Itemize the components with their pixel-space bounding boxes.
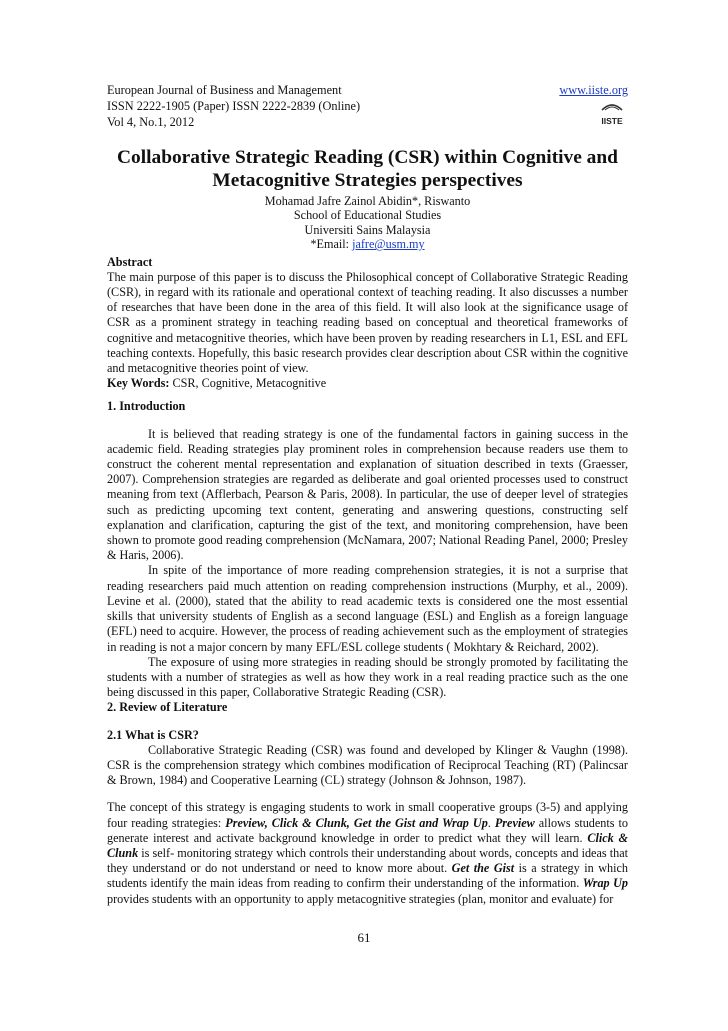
keywords-line [107, 376, 628, 391]
abstract-text: The main purpose of this paper is to discuss the Philosophical concept of Collaborative Strategic Reading (CSR), in regard with its rationale and operational context of teaching reading. It also discusses a number of researches that have been done in the area of this field. It will also look at the significance usage of CSR as a prominent strategy in teaching reading based on conceptual and theoretical frameworks of cognitive and metacognitive theories, which have been proven by reading researchers in L1, ESL and EFL teaching contexts. Hopefully, this basic research provides clear description about CSR within the cognitive and metacognitive theories point of view. [107, 269, 628, 376]
logo-text: IISTE [601, 116, 623, 126]
preview-term: Preview [494, 815, 535, 830]
email-link[interactable]: jafre@usm.my [352, 237, 425, 252]
journal-issn: ISSN 2222-1905 (Paper) ISSN 2222-2839 (Online) [107, 99, 361, 113]
strategy-list-emphasis: Preview, Click & Clunk, Get the Gist and Wrap Up [225, 815, 488, 830]
keywords-value: CSR, Cognitive, Metacognitive [169, 376, 327, 391]
iiste-logo-icon [598, 98, 626, 128]
paper-page [107, 82, 628, 907]
intro-paragraph-3: The exposure of using more strategies in reading should be strongly promoted by facilitating the students with a number of strategies as well as how they work in a real reading practice such as the one being discussed in this paper, Collaborative Strategic Reading (CSR). [107, 654, 628, 700]
title-line-1: Collaborative Strategic Reading (CSR) within Cognitive and [117, 147, 618, 168]
csr-paragraph-1: Collaborative Strategic Reading (CSR) was found and developed by Klinger & Vaughn (1998). CSR is the comprehension strategy which combines modification of Reciprocal Teaching (RT) (Palincsar & Brown, 1984) and Cooperative Learning (CL) strategy (Johnson & Johnson, 1987). [107, 742, 628, 788]
abstract-heading: Abstract [107, 254, 153, 269]
email-label: *Email: [310, 237, 353, 252]
section-review-heading: 2. Review of Literature [107, 700, 228, 715]
author-block [107, 194, 628, 252]
journal-volume: Vol 4, No.1, 2012 [107, 115, 195, 129]
get-the-gist-term: Get the Gist [451, 861, 515, 876]
intro-paragraph-2: In spite of the importance of more reading comprehension strategies, it is not a surprise that reading researchers paid much attention on reading comprehension instructions (Murphy, et al., 2009). Levine et al. (2000), stated that the ability to read academic texts is considered one the most essential skills that university students of English as a second language (ESL) and English as a foreign language (EFL) need to acquire. However, the process of reading achievement such as the employment of strategies in reading is not a major concern by many EFL/ESL college students ( Mokhtary & Reichard, 2002). [107, 563, 628, 654]
author-names: Mohamad Jafre Zainol Abidin*, Riswanto [264, 194, 471, 208]
intro-paragraph-1: It is believed that reading strategy is one of the fundamental factors in gaining success in the academic field. Reading strategies play prominent roles in comprehension because readers use them to construct the coherent mental representation and explanation of situation described in texts (Graesser, 2007). Comprehension strategies are regarded as deliberate and goal oriented processes used to construct meaning from text (Afflerbach, Pearson & Paris, 2008). In particular, the use of deeper level of strategies such as predicting upcoming text content, generating and answering questions, constructing self explanation and clarification, capturing the gist of the text, and monitoring comprehension, have been shown to promote good reading comprehension (McNamara, 2007; National Reading Panel, 2000; Presley & Haris, 2006). [107, 426, 628, 563]
author-email [107, 237, 628, 251]
wrap-up-term: Wrap Up [582, 876, 628, 891]
title-line-2: Metacognitive Strategies perspectives [212, 170, 523, 191]
section-introduction-heading: 1. Introduction [107, 399, 186, 414]
paper-title [107, 146, 628, 192]
subsection-what-is-csr-heading: 2.1 What is CSR? [107, 727, 199, 742]
author-school: School of Educational Studies [293, 208, 442, 223]
journal-name: European Journal of Business and Management [107, 83, 342, 97]
author-university: Universiti Sains Malaysia [304, 222, 431, 237]
csr-concept-paragraph: The concept of this strategy is engaging students to work in small cooperative groups (3-5) and applying four reading strategies: Preview, Click & Clunk, Get the Gist and Wrap Up. Preview allows students to generate interest and activate background knowledge in order to predict what they will learn. Click & Clunk is self- monitoring strategy which controls their understanding about words, concepts and ideas that they understand or do not understand or need to know more about. Get the Gist is a strategy in which students identify the main ideas from reading to confirm their understanding of the information. Wrap Up provides students with an opportunity to apply metacognitive strategies (plan, monitor and evaluate) for [107, 800, 629, 906]
click-clunk-term: Click & Clunk [107, 830, 628, 860]
journal-url-link[interactable]: www.iiste.org [559, 83, 628, 97]
journal-header [107, 82, 628, 130]
page-number: 61 [357, 930, 371, 945]
keywords-label: Key Words: [107, 376, 170, 391]
